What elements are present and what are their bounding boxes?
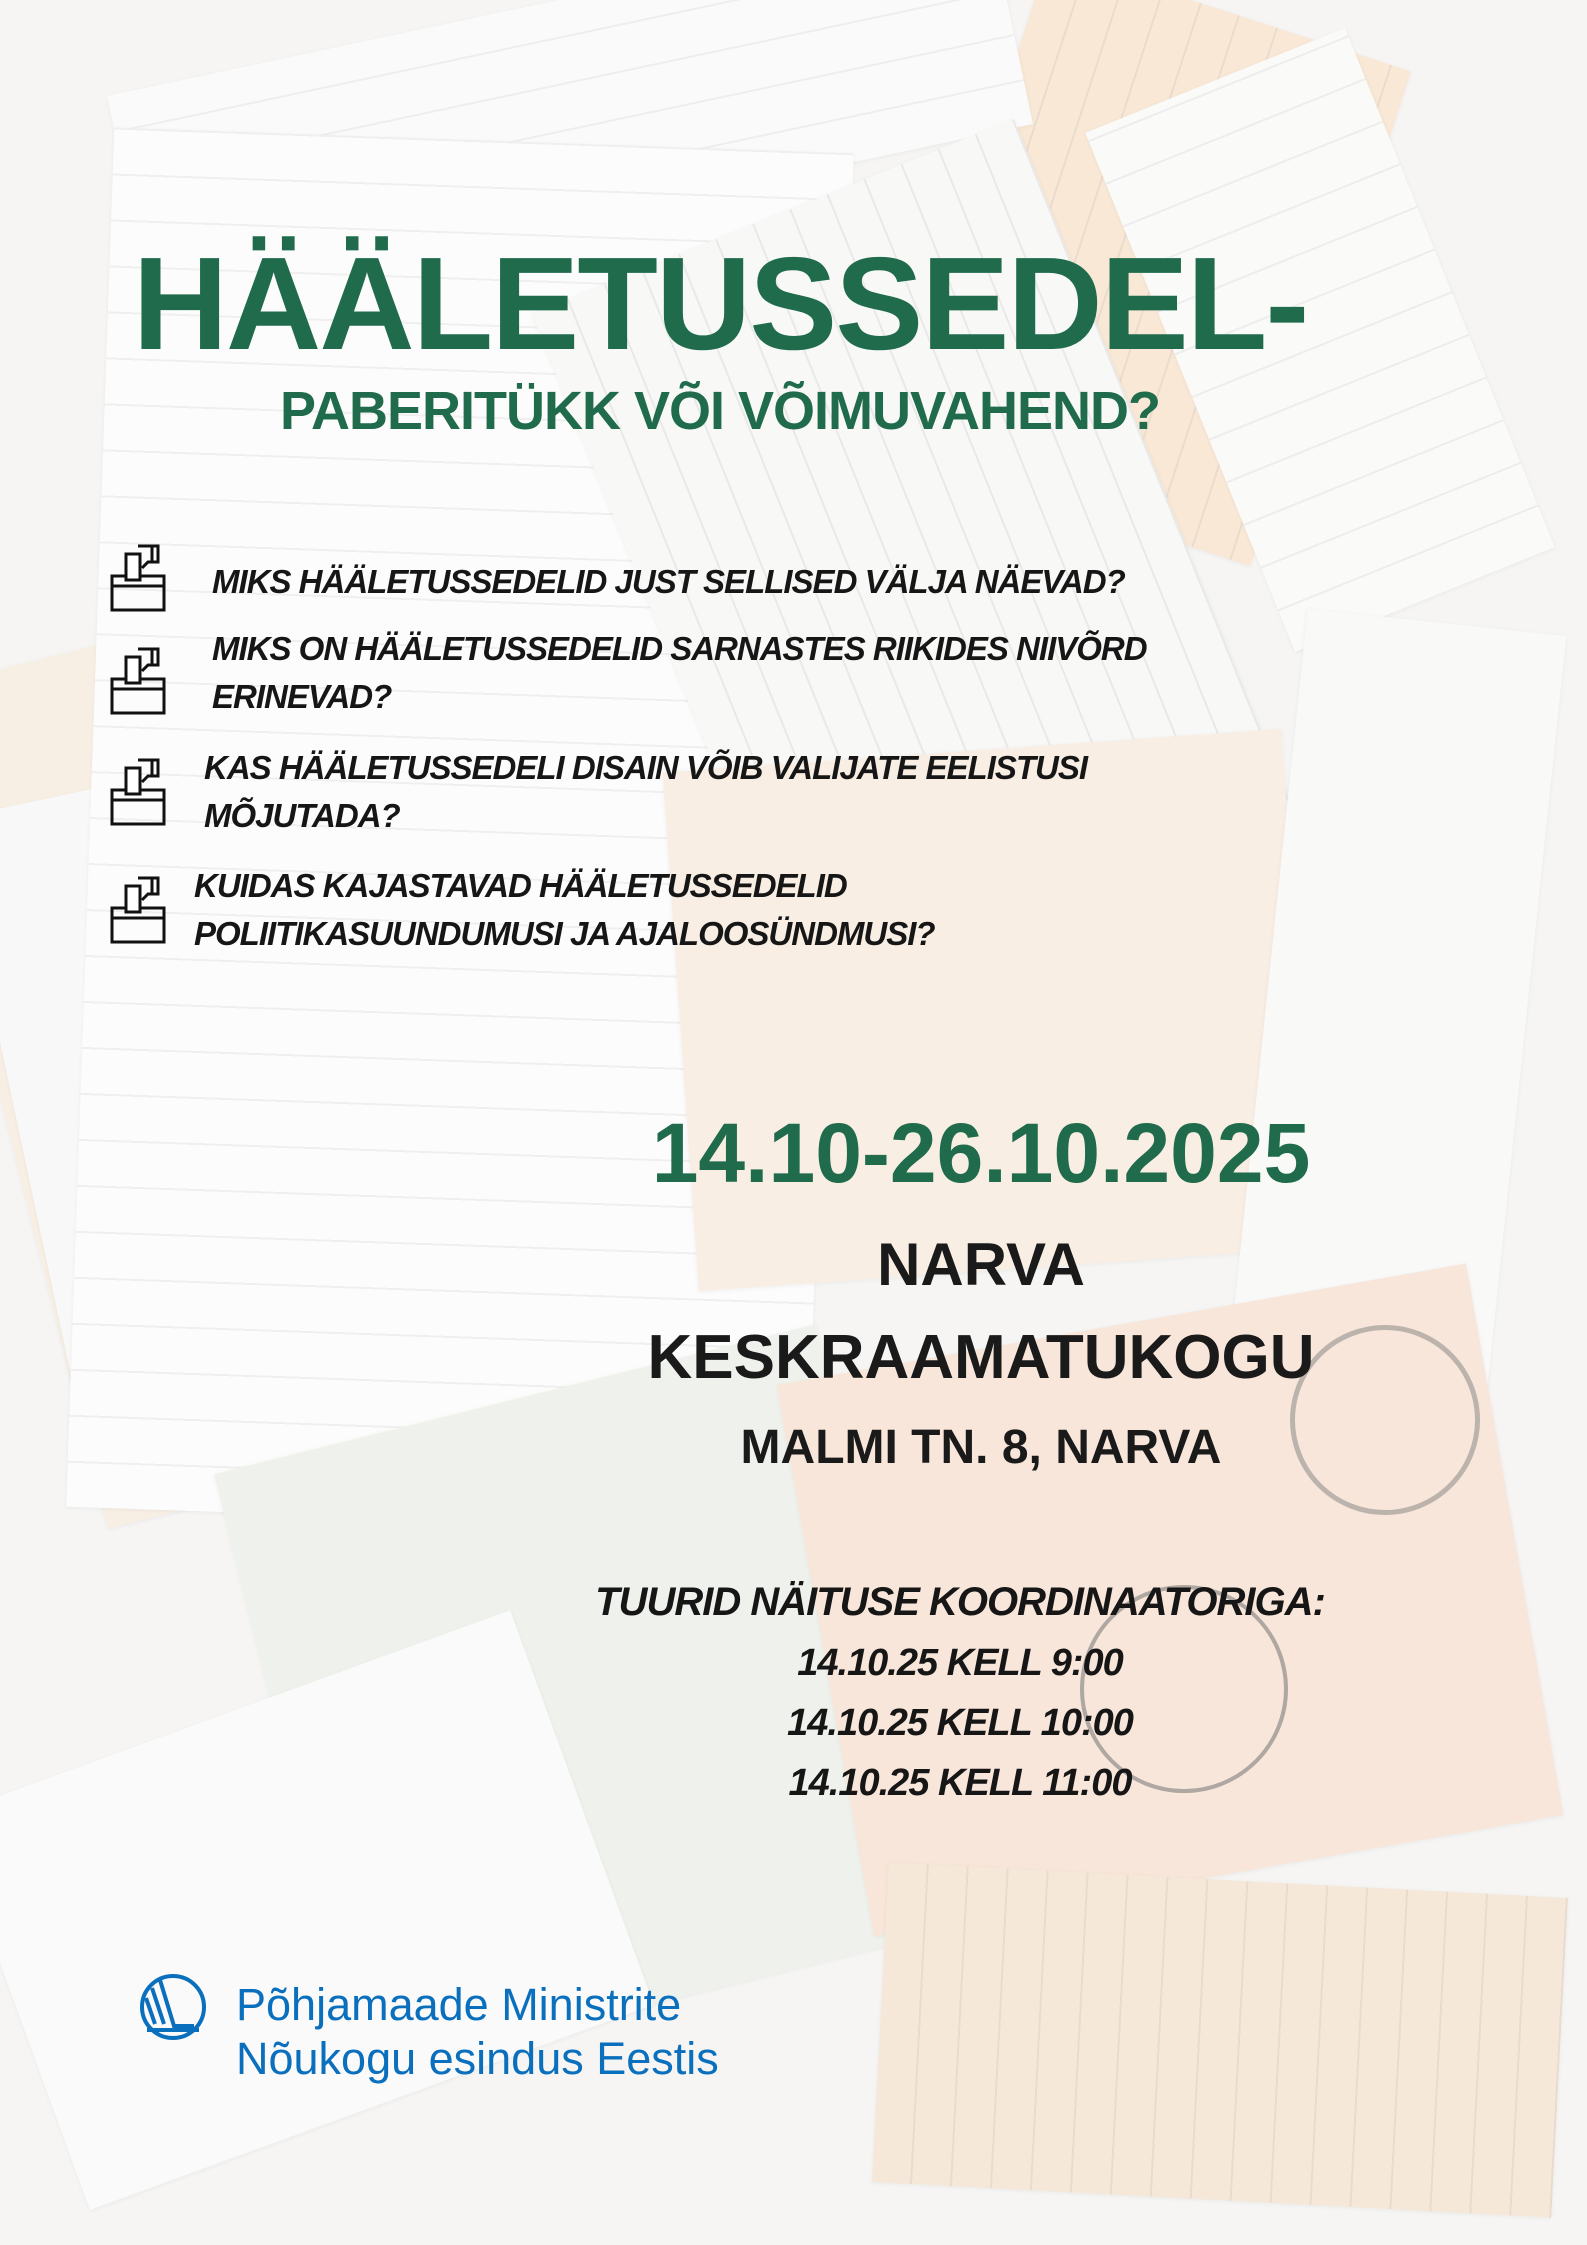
question-line: ERINEVAD?	[212, 678, 392, 715]
tour-time: 14.10.25 KELL 9:00	[797, 1642, 1123, 1684]
tour-time: 14.10.25 KELL 11:00	[788, 1762, 1132, 1804]
ballot-box-icon	[110, 874, 166, 946]
poster-title: HÄÄLETUSSEDEL-	[132, 230, 1308, 377]
event-dates: 14.10-26.10.2025	[651, 1106, 1311, 1200]
venue-name-line2: KESKRAAMATUKOGU	[647, 1323, 1315, 1392]
question-line: MÕJUTADA?	[204, 797, 400, 834]
venue-address: MALMI TN. 8, NARVA	[740, 1421, 1222, 1474]
ballot-box-icon	[110, 756, 166, 828]
organizer-name-line2: Nõukogu esindus Eestis	[236, 2033, 719, 2084]
question-line: KAS HÄÄLETUSSEDELI DISAIN VÕIB VALIJATE EELISTUSI	[204, 749, 1088, 786]
nordic-swan-logo-icon	[138, 1972, 208, 2042]
venue-name-line1: NARVA	[877, 1231, 1085, 1298]
question-line: MIKS HÄÄLETUSSEDELID JUST SELLISED VÄLJA NÄEVAD?	[212, 563, 1125, 600]
ballot-box-icon	[110, 645, 166, 717]
tours-heading: TUURID NÄITUSE KOORDINAATORIGA:	[595, 1580, 1325, 1624]
ballot-box-icon	[110, 542, 166, 614]
question-line: KUIDAS KAJASTAVAD HÄÄLETUSSEDELID	[194, 867, 847, 904]
question-line: POLIITIKASUUNDUMUSI JA AJALOOSÜNDMUSI?	[194, 915, 935, 952]
poster-subtitle: PABERITÜKK VÕI VÕIMUVAHEND?	[279, 381, 1161, 441]
tour-time: 14.10.25 KELL 10:00	[787, 1702, 1133, 1744]
question-line: MIKS ON HÄÄLETUSSEDELID SARNASTES RIIKIDES NIIVÕRD	[212, 630, 1147, 667]
organizer-name-line1: Põhjamaade Ministrite	[236, 1979, 682, 2030]
